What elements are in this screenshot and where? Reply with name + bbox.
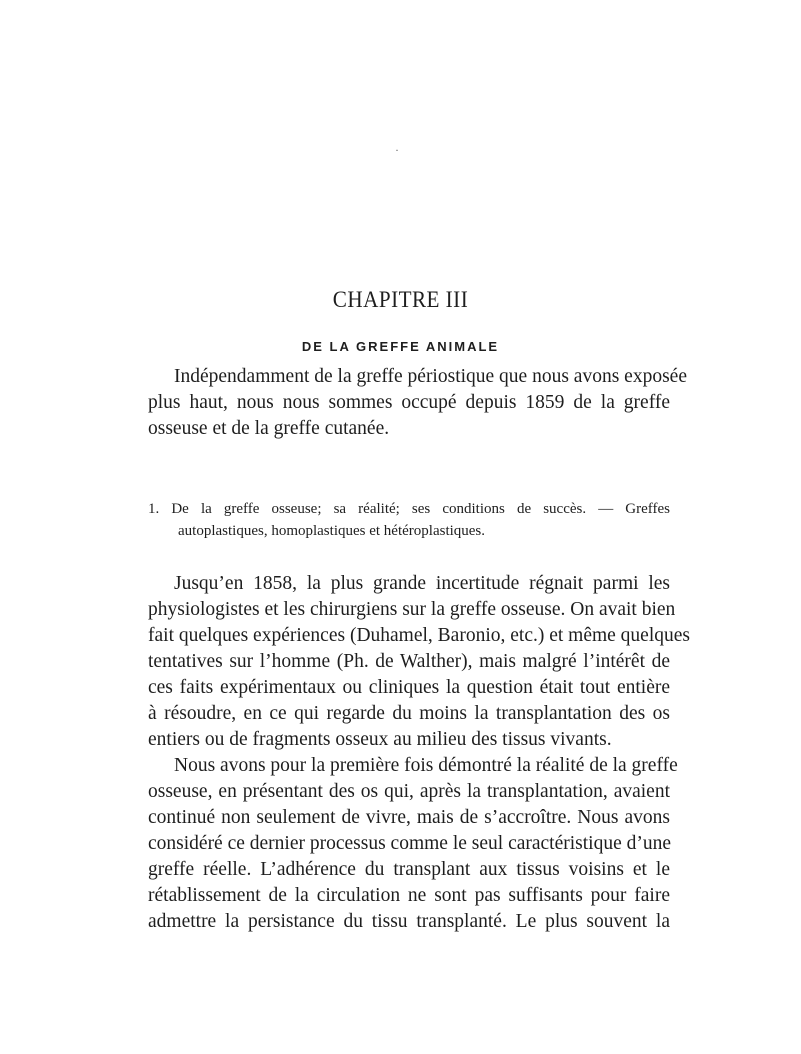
text-line: physiologistes et les chirurgiens sur la greffe osseuse. On avait bien [148,599,676,620]
text-line: rétablissement de la circulation ne sont pas suffisants pour faire [148,885,670,906]
text-line: considéré ce dernier processus comme le seul caractéristique d’une [148,833,672,854]
text-line: à résoudre, en ce qui regarde du moins la transplantation des os [148,703,670,724]
text-line: Indépendamment de la greffe périostique que nous avons exposée [174,366,687,387]
intro-paragraph [148,364,687,442]
body-paragraphs [148,571,691,935]
text-line: osseuse, en présentant des os qui, après la transplantation, avaient [148,781,670,802]
text-line: tentatives sur l’homme (Ph. de Walther), mais malgré l’intérêt de [148,651,670,672]
text-line: Nous avons pour la première fois démontré la réalité de la greffe [174,755,678,776]
text-line: entiers ou de fragments osseux au milieu des tissus vivants. [148,729,612,750]
chapter-subtitle: DE LA GREFFE ANIMALE [301,339,500,354]
text-line: continué non seulement de vivre, mais de s’accroître. Nous avons [148,807,670,828]
summary-line: 1. De la greffe osseuse; sa réalité; ses conditions de succès. — Greffes [148,501,670,517]
text-line: ces faits expérimentaux ou cliniques la question était tout entière [148,677,670,698]
text-line: plus haut, nous nous sommes occupé depuis 1859 de la greffe [148,392,670,413]
chapter-title: CHAPITRE III [332,287,469,312]
print-mark-icon: · [395,143,399,157]
text-line: fait quelques expériences (Duhamel, Baronio, etc.) et même quelques [148,625,691,646]
summary-line: autoplastiques, homoplastiques et hétéroplastiques. [178,523,486,539]
section-summary [148,498,670,542]
text-line: admettre la persistance du tissu transplanté. Le plus souvent la [148,911,670,932]
text-line: osseuse et de la greffe cutanée. [148,418,390,439]
text-line: greffe réelle. L’adhérence du transplant aux tissus voisins et le [148,859,670,880]
text-line: Jusqu’en 1858, la plus grande incertitude régnait parmi les [174,573,670,594]
